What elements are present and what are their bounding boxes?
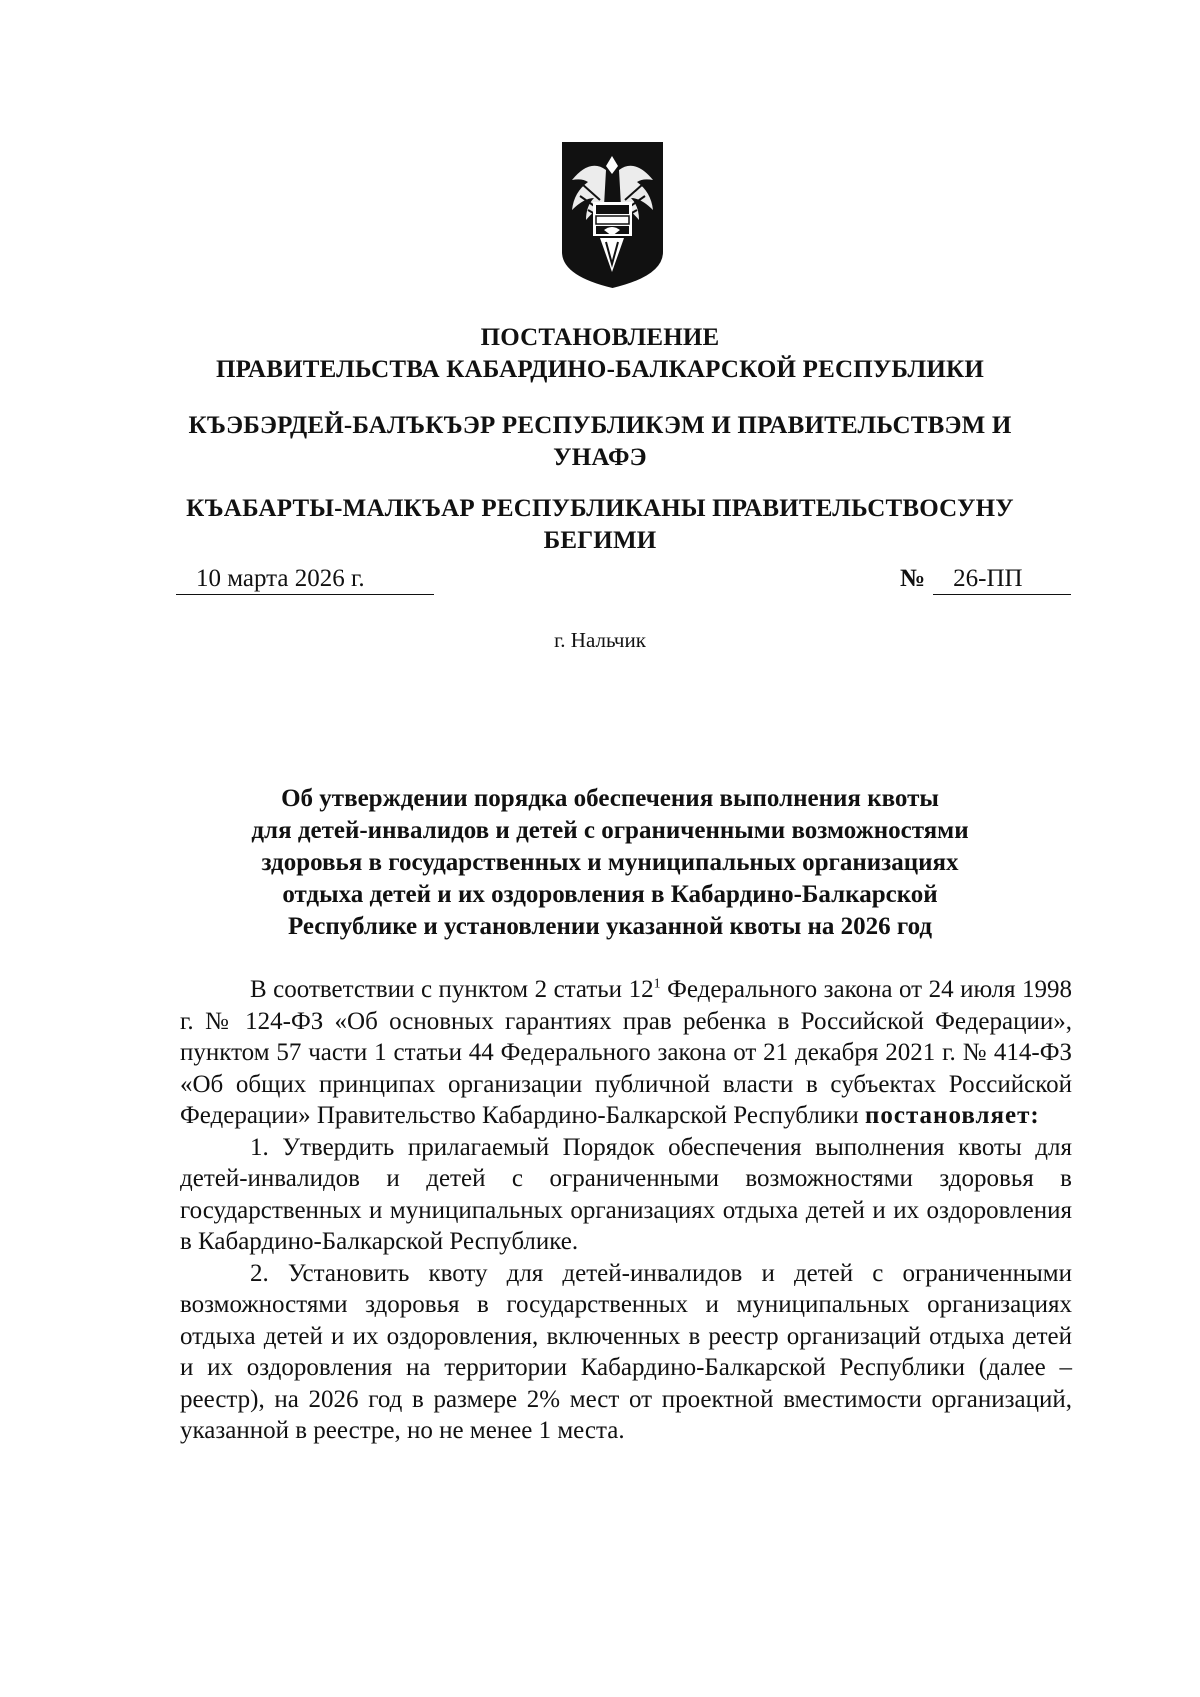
title-line-2: ПРАВИТЕЛЬСТВА КАБАРДИНО-БАЛКАРСКОЙ РЕСПУБЛИКИ xyxy=(216,356,984,383)
number-label: № xyxy=(900,565,926,592)
subject-line-3: здоровья в государственных и муниципальных организациях xyxy=(261,849,959,876)
item-1-paragraph: 1. Утвердить прилагаемый Порядок обеспечения выполнения квоты для детей-инвалидов и детей с ограниченными возможностями здоровья в государственных и муниципальных организациях отдыха детей и их оздоровления в Кабардино-Балкарской Республике. xyxy=(180,1133,1072,1255)
kabardian-line-1: КЪЭБЭРДЕЙ-БАЛЪКЪЭР РЕСПУБЛИКЭМ И ПРАВИТЕЛЬСТВЭМ И xyxy=(188,412,1012,439)
kabardian-heading xyxy=(160,410,1040,474)
preamble-paragraph xyxy=(180,974,1072,1132)
subject-line-2: для детей-инвалидов и детей с ограниченными возможностями xyxy=(251,817,969,844)
article-superscript: 1 xyxy=(653,976,661,992)
document-place: г. Нальчик xyxy=(554,628,646,652)
document-body xyxy=(180,974,1072,1447)
document-number xyxy=(900,564,1071,595)
resolves-word: постановляет: xyxy=(864,1102,1040,1129)
balkar-line-1: КЪАБАРТЫ-МАЛКЪАР РЕСПУБЛИКАНЫ ПРАВИТЕЛЬСТВОСУНУ xyxy=(186,495,1014,522)
balkar-heading xyxy=(160,493,1040,557)
document-type-heading xyxy=(160,322,1040,386)
kbr-coat-of-arms-icon xyxy=(560,140,665,290)
preamble-rest: Федерального закона от 24 июля 1998 г. № 124-ФЗ «Об основных гарантиях прав ребенка в Российской Федерации», пунктом 57 части 1 статьи 44 Федерального закона от 21 декабря 2021 г. № 414-ФЗ «Об общих принципах организации публичной власти в субъектах Российской Федерации» Правительство Кабардино-Балкарской Республики xyxy=(180,976,1072,1129)
number-value: 26-ПП xyxy=(933,564,1071,595)
preamble-start: В соответствии с пунктом 2 статьи 12 xyxy=(250,976,654,1003)
subject-line-1: Об утверждении порядка обеспечения выполнения квоты xyxy=(281,785,939,812)
subject-line-4: отдыха детей и их оздоровления в Кабардино-Балкарской xyxy=(282,881,938,908)
document-subject xyxy=(185,783,1035,943)
subject-line-5: Республике и установлении указанной квоты на 2026 год xyxy=(287,913,933,940)
balkar-line-2: БЕГИМИ xyxy=(543,527,657,554)
item-2-paragraph: 2. Установить квоту для детей-инвалидов и детей с ограниченными возможностями здоровья в государственных и муниципальных организациях отдыха детей и их оздоровления, включенных в реестр организаций отдыха детей и их оздоровления на территории Кабардино-Балкарской Республики (далее – реестр), на 2026 год в размере 2% мест от проектной вместимости организаций, указанной в реестре, но не менее 1 места. xyxy=(180,1259,1072,1444)
document-date: 10 марта 2026 г. xyxy=(176,564,434,595)
title-line-1: ПОСТАНОВЛЕНИЕ xyxy=(480,324,720,351)
kabardian-line-2: УНАФЭ xyxy=(553,444,647,471)
